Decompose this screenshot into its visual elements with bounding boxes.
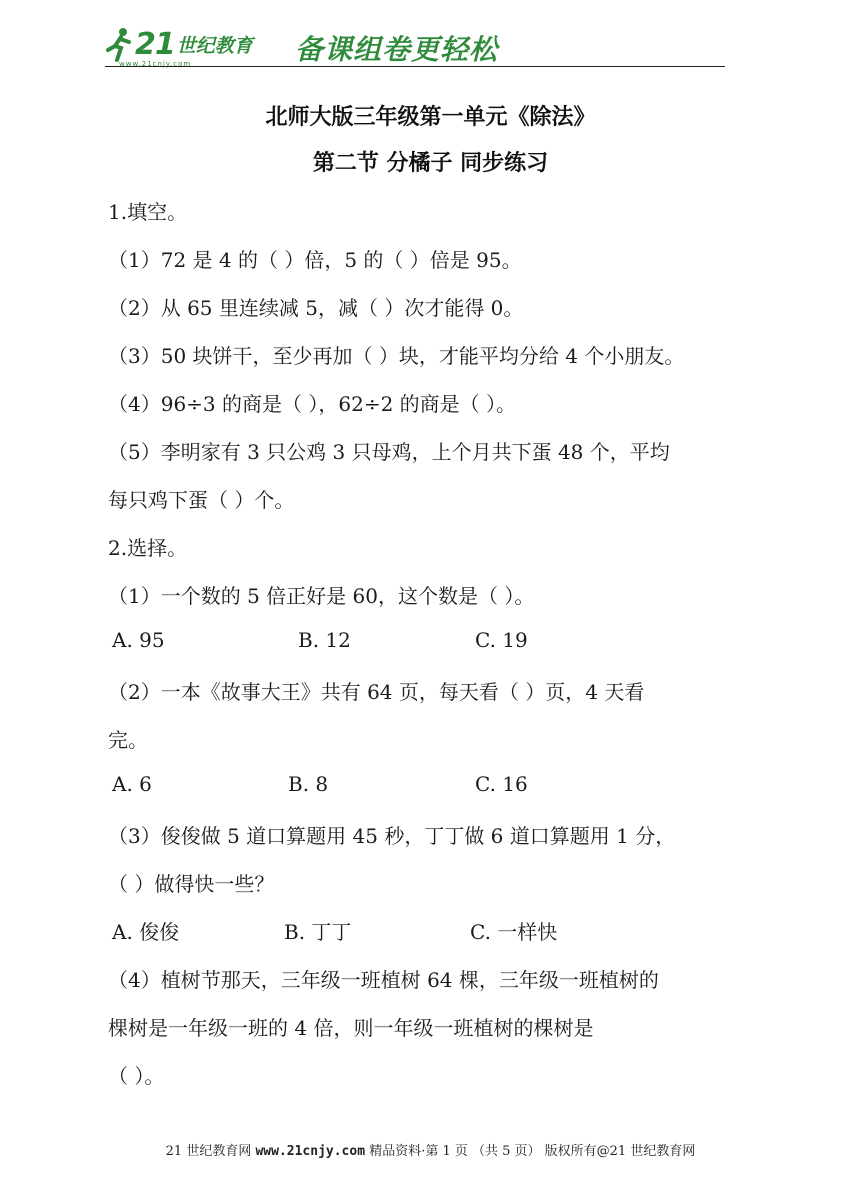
document-title: 北师大版三年级第一单元《除法》 (265, 105, 596, 130)
question-text: 棵树是一年级一班的 4 倍，则一年级一班植树的棵树是 (108, 1016, 594, 1040)
footer-url[interactable]: www.21cnjy.com (255, 1144, 366, 1159)
question-text: （2）一本《故事大王》共有 64 页，每天看（ ）页，4 天看 (108, 680, 645, 704)
option-a: A. 6 (112, 772, 152, 796)
page-footer (0, 1140, 861, 1159)
site-logo[interactable] (105, 24, 253, 64)
question-text: （4）植树节那天，三年级一班植树 64 棵，三年级一班植树的 (108, 968, 659, 992)
question-text: （ ）做得快一些？ (108, 872, 275, 896)
logo-url: www.21cnjy.com (119, 60, 192, 68)
page-header (105, 20, 725, 68)
slogan: 备课组卷更轻松 (295, 33, 499, 66)
question-text: （3）50 块饼干，至少再加（ ）块，才能平均分给 4 个小朋友。 (108, 344, 685, 368)
question-text: 完。 (108, 728, 148, 752)
question-text: （1）一个数的 5 倍正好是 60，这个数是（ ）。 (108, 584, 535, 608)
option-a: A. 95 (112, 628, 165, 652)
option-a: A. 俊俊 (112, 920, 180, 944)
option-b: B. 8 (288, 772, 329, 796)
question-text: （ ）。 (108, 1064, 165, 1088)
section-heading: 2.选择。 (108, 536, 188, 560)
document-subtitle: 第二节 分橘子 同步练习 (312, 151, 549, 176)
question-text: （5）李明家有 3 只公鸡 3 只母鸡，上个月共下蛋 48 个，平均 (108, 440, 670, 464)
option-b: B. 12 (298, 628, 351, 652)
footer-site: 21 世纪教育网 (165, 1144, 252, 1159)
section-heading: 1.填空。 (108, 200, 188, 224)
question-text: （3）俊俊做 5 道口算题用 45 秒，丁丁做 6 道口算题用 1 分， (108, 824, 676, 848)
question-text: 每只鸡下蛋（ ）个。 (108, 488, 295, 512)
footer-info: 精品资料·第 1 页 （共 5 页） 版权所有@21 世纪教育网 (369, 1144, 696, 1159)
option-c: C. 16 (475, 772, 528, 796)
runner-icon (105, 26, 133, 62)
logo-text: 世纪教育 (176, 34, 253, 57)
option-c: C. 一样快 (470, 920, 558, 944)
option-b: B. 丁丁 (284, 920, 352, 944)
logo-number: 21 (135, 26, 175, 62)
question-text: （4）96÷3 的商是（ ），62÷2 的商是（ ）。 (108, 392, 517, 416)
option-c: C. 19 (475, 628, 528, 652)
header-divider (105, 66, 725, 67)
question-text: （2）从 65 里连续减 5，减（ ）次才能得 0。 (108, 296, 524, 320)
question-text: （1）72 是 4 的（ ）倍，5 的（ ）倍是 95。 (108, 248, 522, 272)
